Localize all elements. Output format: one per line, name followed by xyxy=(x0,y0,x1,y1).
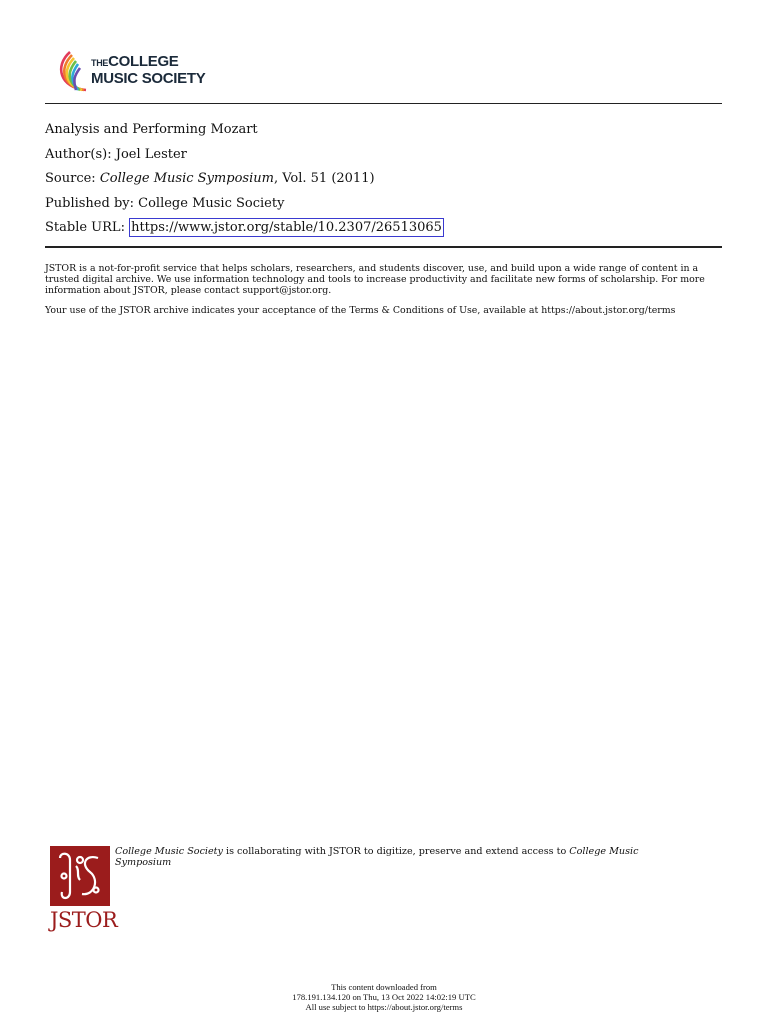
jstor-logo xyxy=(50,846,118,932)
top-divider xyxy=(45,103,722,104)
college-music-society-logo xyxy=(50,48,220,94)
logo-music-society: MUSIC SOCIETY xyxy=(91,70,206,87)
author-name: Joel Lester xyxy=(115,146,187,162)
logo-the: THE xyxy=(91,58,109,68)
publisher-name: College Music Society xyxy=(138,195,285,211)
publisher-line: Published by: College Music Society xyxy=(45,195,285,211)
source-line: Source: College Music Symposium, Vol. 51 (2011) xyxy=(45,171,375,187)
author-line: Author(s): Joel Lester xyxy=(45,146,187,162)
terms-paragraph: Your use of the JSTOR archive indicates your acceptance of the Terms & Conditions of Use, available at https://about.jstor.org/terms xyxy=(45,304,676,316)
jstor-emblem-icon xyxy=(50,846,110,906)
article-title: Analysis and Performing Mozart xyxy=(45,122,258,137)
stable-url-link[interactable]: https://www.jstor.org/stable/10.2307/26513065 xyxy=(131,220,442,236)
article-metadata xyxy=(45,118,444,241)
rainbow-arc-icon xyxy=(50,48,90,92)
jstor-info xyxy=(45,263,725,324)
collab-journal: College Music Symposium xyxy=(115,846,639,868)
logo-college: COLLEGE xyxy=(108,53,179,70)
source-journal: College Music Symposium xyxy=(99,171,274,187)
bottom-divider xyxy=(45,246,722,248)
stable-url-line: Stable URL: https://www.jstor.org/stable/10.2307/26513065 xyxy=(45,220,442,236)
collaboration-notice: College Music Society is collaborating with JSTOR to digitize, preserve and extend access to College Music Symposium xyxy=(115,846,639,868)
download-footer: This content downloaded from 178.191.134.120 on Thu, 13 Oct 2022 14:02:19 UTC All use subject to https://about.jstor.org/terms xyxy=(292,982,476,1012)
collab-org: College Music Society xyxy=(115,846,223,857)
jstor-wordmark: JSTOR xyxy=(50,908,118,932)
jstor-about-paragraph: JSTOR is a not-for-profit service that helps scholars, researchers, and students discover, use, and build upon a wide range of content in a trusted digital archive. We use information technology and tools to increase productivity and facilitate new forms of scholarship. For more information about JSTOR, please contact support@jstor.org. xyxy=(45,263,705,297)
